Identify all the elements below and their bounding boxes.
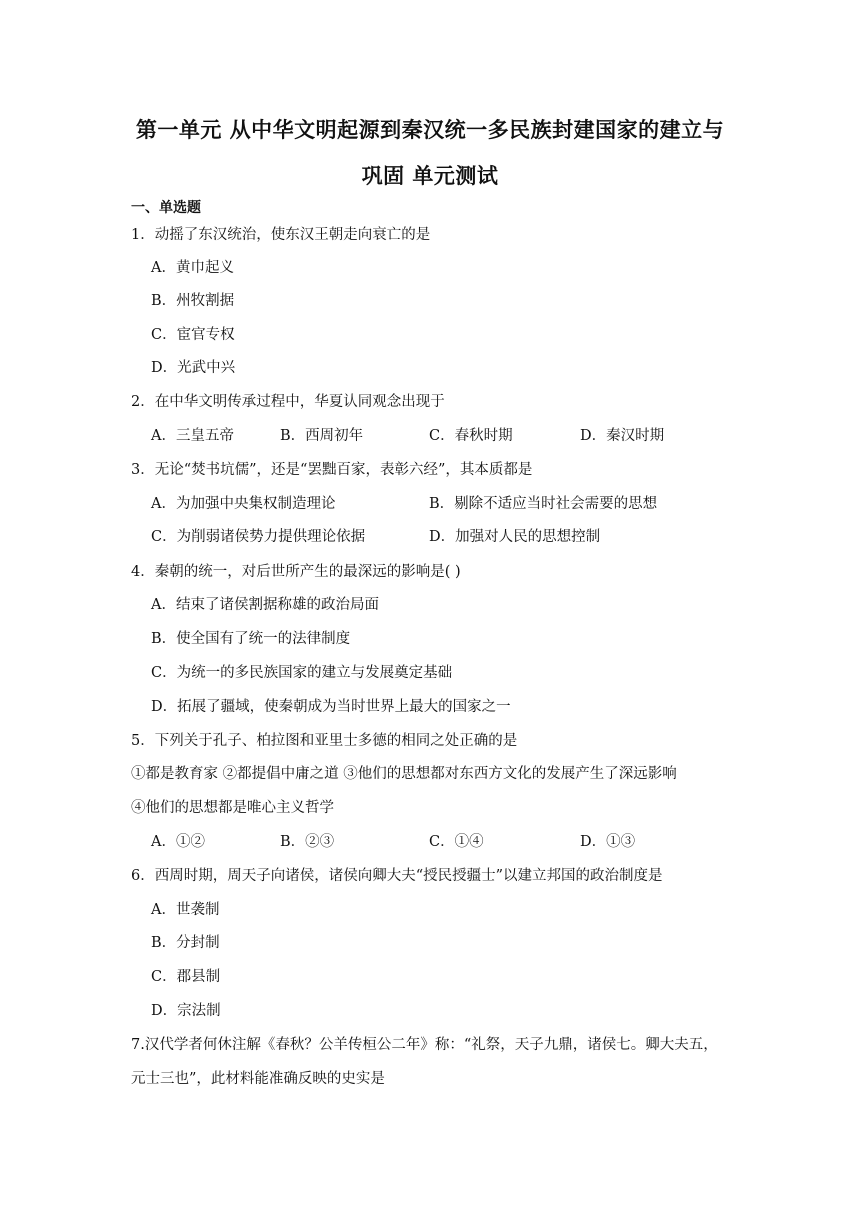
question-6-option-a: A．世袭制 bbox=[151, 902, 220, 918]
question-6-stem: 6．西周时期，周天子向诸侯，诸侯向卿大夫“授民授疆士”以建立邦国的政治制度是 bbox=[131, 868, 663, 884]
question-5-stem: 5．下列关于孔子、柏拉图和亚里士多德的相同之处正确的是 bbox=[131, 733, 518, 749]
question-6-option-d: D．宗法制 bbox=[151, 1003, 221, 1019]
question-1-option-d: D．光武中兴 bbox=[151, 360, 236, 376]
question-4-option-d: D．拓展了疆域，使秦朝成为当时世界上最大的国家之一 bbox=[151, 699, 511, 715]
question-4-stem: 4．秦朝的统一，对后世所产生的最深远的影响是( ) bbox=[131, 564, 461, 580]
question-5-option-c: C．①④ bbox=[429, 834, 484, 850]
question-5-option-d: D．①③ bbox=[580, 834, 636, 850]
question-4-option-c: C．为统一的多民族国家的建立与发展奠定基础 bbox=[151, 665, 453, 681]
question-3-option-a: A．为加强中央集权制造理论 bbox=[151, 496, 336, 512]
question-1-stem: 1．动摇了东汉统治，使东汉王朝走向衰亡的是 bbox=[131, 227, 431, 243]
question-5-option-a: A．①② bbox=[151, 834, 205, 850]
question-3-stem: 3．无论“焚书坑儒”，还是“罢黜百家，表彰六经”，其本质都是 bbox=[131, 462, 533, 478]
question-4-option-a: A．结束了诸侯割据称雄的政治局面 bbox=[151, 597, 379, 613]
question-2-stem: 2．在中华文明传承过程中，华夏认同观念出现于 bbox=[131, 394, 445, 410]
question-5-option-b: B．②③ bbox=[280, 834, 335, 850]
question-1-option-a: A．黄巾起义 bbox=[151, 260, 234, 276]
question-3-option-c: C．为削弱诸侯势力提供理论依据 bbox=[151, 529, 366, 545]
question-5-statements-2: ④他们的思想都是唯心主义哲学 bbox=[131, 800, 334, 816]
document-title-line-1: 第一单元 从中华文明起源到秦汉统一多民族封建国家的建立与 bbox=[135, 118, 725, 142]
question-2-option-b: B．西周初年 bbox=[280, 428, 364, 444]
question-4-option-b: B．使全国有了统一的法律制度 bbox=[151, 631, 351, 647]
section-heading: 一、单选题 bbox=[131, 200, 201, 216]
question-1-option-c: C．宦官专权 bbox=[151, 327, 235, 343]
question-7-stem-continued: 元士三也”，此材料能准确反映的史实是 bbox=[131, 1071, 385, 1087]
question-5-statements-1: ①都是教育家 ②都提倡中庸之道 ③他们的思想都对东西方文化的发展产生了深远影响 bbox=[131, 766, 677, 782]
question-3-option-d: D．加强对人民的思想控制 bbox=[429, 529, 601, 545]
question-2-option-d: D．秦汉时期 bbox=[580, 428, 665, 444]
question-2-option-a: A．三皇五帝 bbox=[151, 428, 234, 444]
question-3-option-b: B．剔除不适应当时社会需要的思想 bbox=[429, 496, 658, 512]
question-7-stem: 7.汉代学者何休注解《春秋？公羊传桓公二年》称：“礼祭，天子九鼎，诸侯七。卿大夫五， bbox=[131, 1037, 718, 1053]
question-2-option-c: C．春秋时期 bbox=[429, 428, 513, 444]
document-title-line-2: 巩固 单元测试 bbox=[361, 164, 499, 188]
question-1-option-b: B．州牧割据 bbox=[151, 293, 235, 309]
question-6-option-b: B．分封制 bbox=[151, 935, 220, 951]
question-6-option-c: C．郡县制 bbox=[151, 969, 221, 985]
